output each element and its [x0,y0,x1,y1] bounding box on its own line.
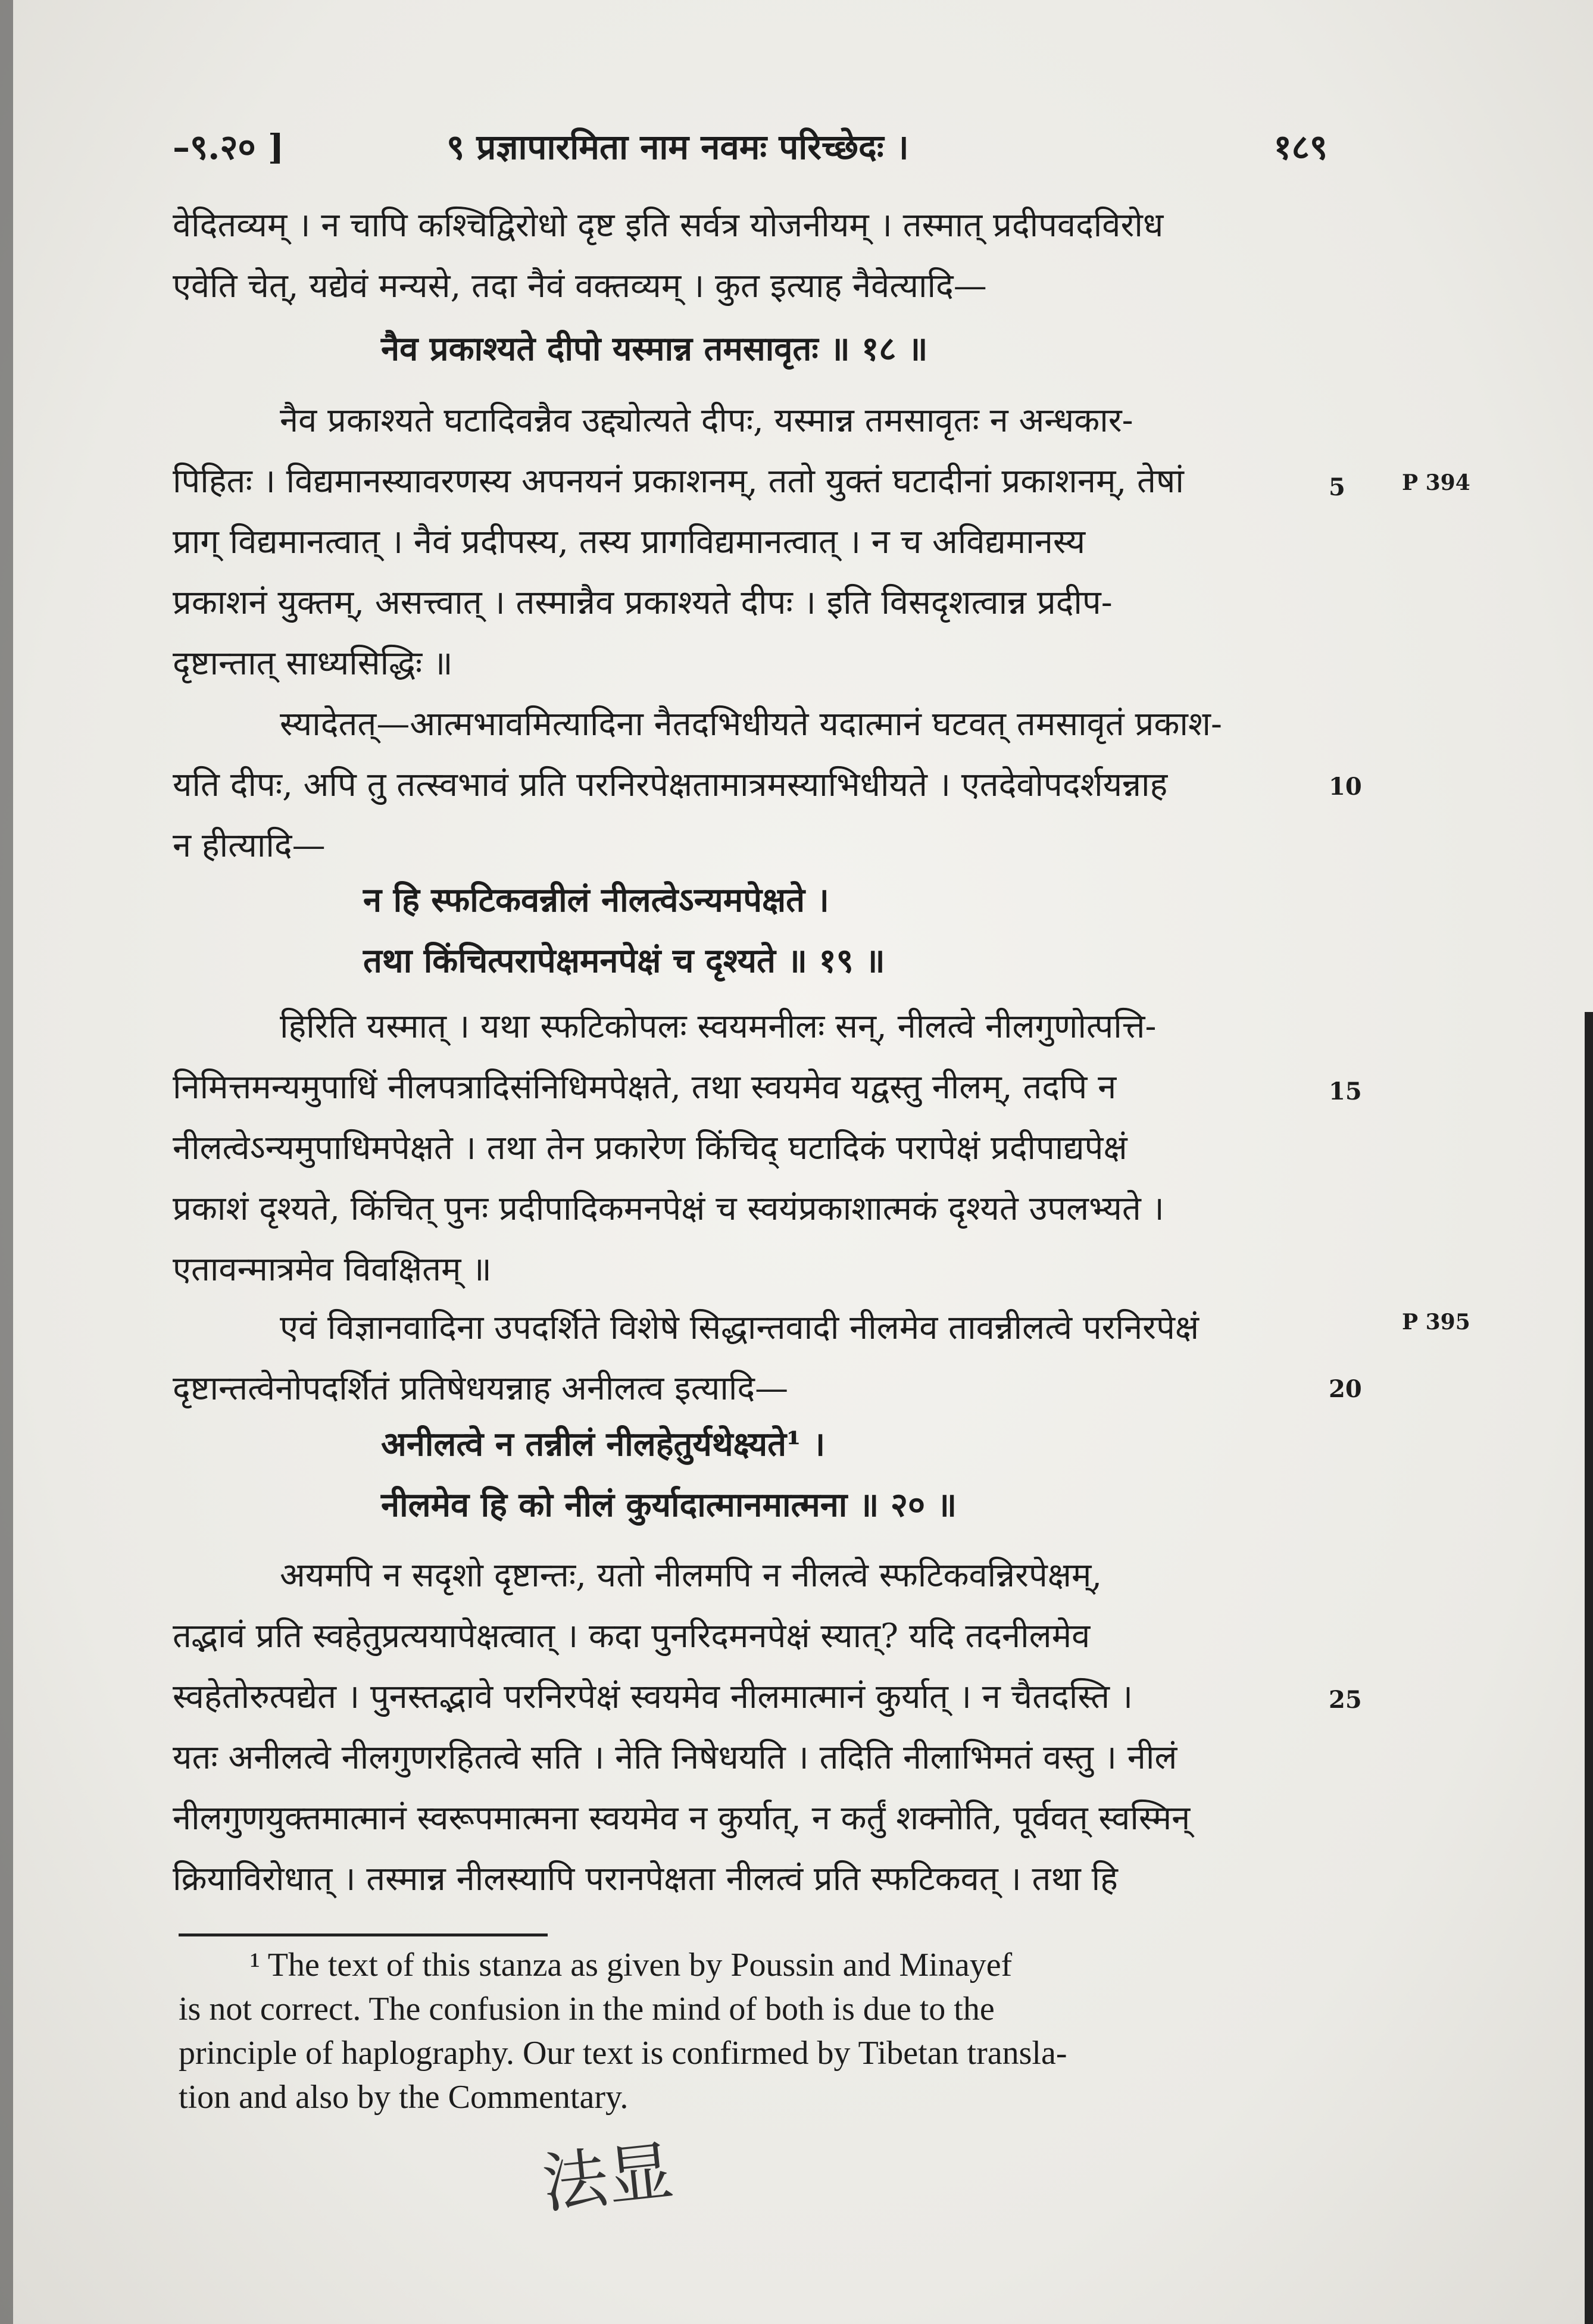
text-line: यति दीपः, अपि तु तत्स्वभावं प्रति परनिरपेक्षतामात्रमस्याभिधीयते । एतदेवोपदर्शयन्नाह [173,766,1168,804]
text-line: प्राग् विद्यमानत्वात् । नैवं प्रदीपस्य, तस्य प्रागविद्यमानत्वात् । न च अविद्यमानस्य [173,523,1086,561]
text-line: नैव प्रकाश्यते घटादिवन्नैव उद्द्योत्यते दीपः, यस्मान्न तमसावृतः न अन्धकार- [280,401,1133,440]
text-line: तद्भावं प्रति स्वहेतुप्रत्ययापेक्षत्वात् । कदा पुनरिदमनपेक्षं स्यात्? यदि तदनीलमेव [173,1617,1091,1655]
text-line: प्रकाशनं युक्तम्, असत्त्वात् । तस्मान्नैव प्रकाश्यते दीपः । इति विसदृशत्वान्न प्रदीप- [173,583,1113,622]
text-line: हिरिति यस्मात् । यथा स्फटिकोपलः स्वयमनीलः सन्, नीलत्वे नीलगुणोत्पत्ति- [280,1007,1157,1046]
line-number: 20 [1329,1375,1362,1403]
footnote-line: ¹ The text of this stanza as given by Poussin and Minayef [250,1947,1013,1983]
line-number: 25 [1329,1686,1362,1714]
page-number: १८९ [1273,127,1328,167]
verse-range: –९.२० ] [173,127,285,167]
page-reference: P 395 [1402,1310,1470,1335]
text-line: दृष्टान्तात् साध्यसिद्धिः ॥ [173,644,453,683]
line-number: 10 [1329,773,1362,801]
text-line: निमित्तमन्यमुपाधिं नीलपत्रादिसंनिधिमपेक्षते, तथा स्वयमेव यद्वस्तु नीलम्, तदपि न [173,1068,1117,1107]
scan-edge-right [1585,1012,1593,2324]
text-line: स्यादेतत्—आत्मभावमित्यादिना नैतदभिधीयते यदात्मानं घटवत् तमसावृतं प्रकाश- [280,705,1222,744]
text-line: प्रकाशं दृश्यते, किंचित् पुनः प्रदीपादिकमनपेक्षं च स्वयंप्रकाशात्मकं दृश्यते उपलभ्यते । [173,1189,1164,1228]
line-number: 15 [1329,1077,1362,1105]
verse-line: न हि स्फटिकवन्नीलं नीलत्वेऽन्यमपेक्षते । [363,880,829,920]
line-number: 5 [1329,473,1345,501]
text-line: एतावन्मात्रमेव विवक्षितम् ॥ [173,1250,492,1289]
page-reference: P 394 [1402,470,1470,495]
text-line: न हीत्यादि— [173,826,326,865]
scan-edge-left [0,0,13,2324]
chapter-title: ९ प्रज्ञापारमिता नाम नवमः परिच्छेदः । [446,127,909,167]
text-line: अयमपि न सदृशो दृष्टान्तः, यतो नीलमपि न नीलत्वे स्फटिकवन्निरपेक्षम्, [280,1556,1102,1595]
footnote-rule [179,1933,548,1936]
verse-line: तथा किंचित्परापेक्षमनपेक्षं च दृश्यते ॥ १९ ॥ [363,941,885,980]
text-line: वेदितव्यम् । न चापि कश्चिद्विरोधो दृष्ट इति सर्वत्र योजनीयम् । तस्मात् प्रदीपवदविरोध [173,206,1164,245]
text-line: दृष्टान्तत्वेनोपदर्शितं प्रतिषेधयन्नाह अनीलत्व इत्यादि— [173,1369,789,1408]
text-line: एवेति चेत्, यद्येवं मन्यसे, तदा नैवं वक्तव्यम् । कुत इत्याह नैवेत्यादि— [173,267,987,305]
text-line: पिहितः । विद्यमानस्यावरणस्य अपनयनं प्रकाशनम्, ततो युक्तं घटादीनां प्रकाशनम्, तेषां [173,462,1184,501]
text-line: नीलत्वेऽन्यमुपाधिमपेक्षते । तथा तेन प्रकारेण किंचिद् घटादिकं परापेक्षं प्रदीपाद्यपेक्षं [173,1129,1127,1167]
footnote-line: principle of haplography. Our text is confirmed by Tibetan transla- [179,2035,1067,2072]
verse-line: नीलमेव हि को नीलं कुर्यादात्मानमात्मना ॥ २० ॥ [381,1485,957,1525]
footnote-line: tion and also by the Commentary. [179,2079,629,2116]
text-line: क्रियाविरोधात् । तस्मान्न नीलस्यापि परानपेक्षता नीलत्वं प्रति स्फटिकवत् । तथा हि [173,1860,1118,1898]
text-line: नीलगुणयुक्तमात्मानं स्वरूपमात्मना स्वयमेव न कुर्यात्, न कर्तुं शक्नोति, पूर्ववत् स्वस्मिन् [173,1799,1191,1838]
footnote-line: is not correct. The confusion in the mind of both is due to the [179,1991,995,2028]
handwritten-mark: 法显 [538,2132,677,2223]
running-header [173,122,1328,182]
verse-line: नैव प्रकाश्यते दीपो यस्मान्न तमसावृतः ॥ १८ ॥ [381,329,928,368]
text-line: स्वहेतोरुत्पद्येत । पुनस्तद्भावे परनिरपेक्षं स्वयमेव नीलमात्मानं कुर्यात् । न चैतदस्ति । [173,1678,1133,1716]
text-line: यतः अनीलत्वे नीलगुणरहितत्वे सति । नेति निषेधयति । तदिति नीलाभिमतं वस्तु । नीलं [173,1738,1177,1777]
verse-line: अनीलत्वे न तन्नीलं नीलहेतुर्यथेक्ष्यते¹ । [381,1425,826,1464]
text-line: एवं विज्ञानवादिना उपदर्शिते विशेषे सिद्धान्तवादी नीलमेव तावन्नीलत्वे परनिरपेक्षं [280,1308,1200,1347]
